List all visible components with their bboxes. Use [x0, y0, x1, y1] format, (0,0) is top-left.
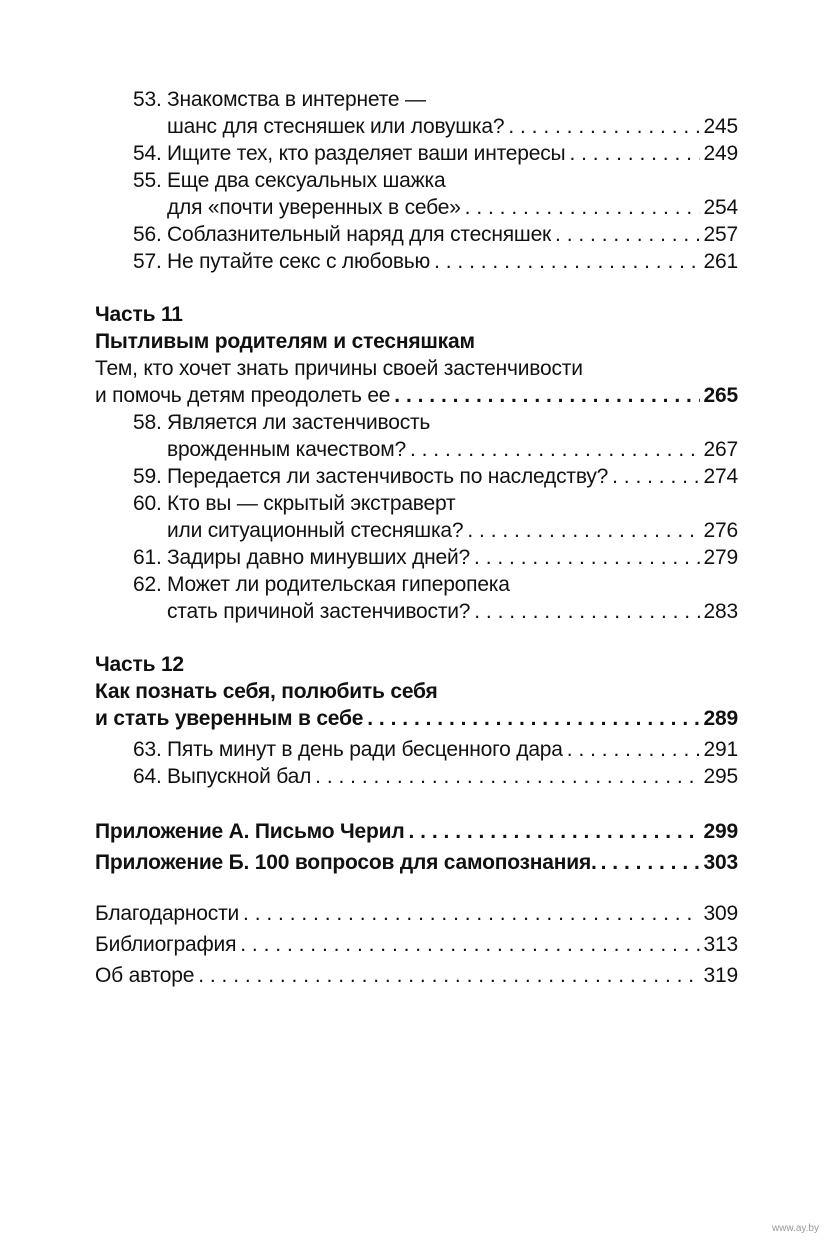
toc-entry-53[interactable] — [133, 86, 738, 140]
toc-group-part11 — [95, 409, 738, 625]
entry-title: Пять минут в день ради бесценного дара — [167, 738, 563, 761]
watermark: www.ay.by — [771, 1223, 819, 1234]
entry-title-cont: стать причиной застенчивости? — [167, 600, 471, 623]
entry-number: 58. — [133, 411, 162, 434]
entry-number: 63. — [133, 738, 162, 761]
page-number: 257 — [703, 223, 738, 246]
part-title[interactable]: Пытливым родителям и стесняшкам — [95, 330, 475, 353]
page-number: 267 — [703, 438, 738, 461]
entry-number: 57. — [133, 250, 162, 273]
part-subtitle-cont: и помочь детям преодолеть ее — [95, 384, 391, 407]
dot-leader — [474, 598, 699, 625]
toc-backmatter — [95, 900, 738, 989]
page-number: 245 — [703, 115, 738, 138]
part-title[interactable]: Как познать себя, полюбить себя — [95, 680, 438, 703]
dot-leader — [508, 113, 699, 140]
page-number: 309 — [703, 902, 738, 925]
toc-bibliography[interactable] — [95, 931, 738, 958]
dot-leader — [569, 140, 699, 167]
entry-title: Передается ли застенчивость по наследству? — [167, 465, 609, 488]
entry-title: Является ли застенчивость — [167, 411, 431, 434]
toc-entry-59[interactable] — [133, 463, 738, 490]
page-number: 299 — [703, 820, 738, 843]
toc-appendix-b[interactable] — [95, 849, 738, 876]
toc-group-part12 — [95, 736, 738, 790]
toc-entry-62[interactable] — [133, 571, 738, 625]
entry-title-cont: или ситуационный стесняшка? — [167, 519, 464, 542]
toc-entry-60[interactable] — [133, 490, 738, 544]
page-number: 303 — [703, 851, 738, 874]
page-number: 295 — [703, 765, 738, 788]
dot-leader — [601, 849, 700, 876]
toc-acknowledgements[interactable] — [95, 900, 738, 927]
page-number: 289 — [703, 707, 738, 730]
appendix-title: Приложение Б. 100 вопросов для самопознания. — [95, 851, 597, 874]
dot-leader — [198, 962, 699, 989]
dot-leader — [243, 900, 700, 927]
entry-title: Выпускной бал — [167, 765, 312, 788]
entry-number: 55. — [133, 169, 162, 192]
page-number: 283 — [703, 600, 738, 623]
entry-number: 54. — [133, 142, 162, 165]
page-number: 291 — [703, 738, 738, 761]
page-number: 261 — [703, 250, 738, 273]
part-title-cont: и стать уверенным в себе — [95, 707, 364, 730]
toc-entry-56[interactable] — [133, 221, 738, 248]
toc-entry-57[interactable] — [133, 248, 738, 275]
toc-appendices — [95, 818, 738, 876]
dot-leader — [367, 705, 699, 732]
part-label: Часть 11 — [95, 303, 183, 326]
dot-leader — [555, 221, 700, 248]
dot-leader — [474, 544, 700, 571]
entry-number: 53. — [133, 88, 162, 111]
dot-leader — [240, 931, 699, 958]
page-number: 313 — [703, 933, 738, 956]
toc-group-part10-tail — [95, 86, 738, 275]
entry-number: 61. — [133, 546, 162, 569]
page-number: 319 — [703, 964, 738, 987]
toc-entry-63[interactable] — [133, 736, 738, 763]
entry-title: Соблазнительный наряд для стесняшек — [167, 223, 552, 246]
entry-number: 56. — [133, 223, 162, 246]
part-subtitle: Тем, кто хочет знать причины своей застенчивости — [95, 357, 583, 380]
table-of-contents — [95, 86, 738, 989]
entry-number: 62. — [133, 573, 162, 596]
dot-leader — [410, 436, 700, 463]
toc-part-11 — [95, 301, 738, 625]
backmatter-title: Об авторе — [95, 964, 195, 987]
entry-title: Может ли родительская гиперопека — [167, 573, 510, 596]
toc-entry-58[interactable] — [133, 409, 738, 463]
page-number: 254 — [703, 196, 738, 219]
dot-leader — [612, 463, 699, 490]
toc-appendix-a[interactable] — [95, 818, 738, 845]
page-number: 249 — [703, 142, 738, 165]
dot-leader — [434, 248, 699, 275]
entry-title: Задиры давно минувших дней? — [167, 546, 471, 569]
dot-leader — [315, 763, 699, 790]
part-subtitle-row[interactable] — [95, 382, 738, 409]
entry-title: Еще два сексуальных шажка — [167, 169, 446, 192]
page-number: 265 — [703, 384, 738, 407]
entry-title: Ищите тех, кто разделяет ваши интересы — [167, 142, 566, 165]
entry-title-cont: для «почти уверенных в себе» — [167, 196, 461, 219]
toc-entry-64[interactable] — [133, 763, 738, 790]
page-number: 276 — [703, 519, 738, 542]
entry-number: 64. — [133, 765, 162, 788]
dot-leader — [465, 194, 700, 221]
part-label: Часть 12 — [95, 653, 184, 676]
appendix-title: Приложение А. Письмо Черил — [95, 820, 405, 843]
entry-title: Не путайте секс с любовью — [167, 250, 431, 273]
toc-entry-54[interactable] — [133, 140, 738, 167]
entry-number: 60. — [133, 492, 162, 515]
backmatter-title: Библиография — [95, 933, 237, 956]
entry-title-cont: врожденным качеством? — [167, 438, 406, 461]
dot-leader — [567, 736, 700, 763]
entry-title-cont: шанс для стесняшек или ловушка? — [167, 115, 505, 138]
entry-title: Кто вы — скрытый экстраверт — [167, 492, 456, 515]
entry-title: Знакомства в интернете — — [167, 88, 426, 111]
dot-leader — [394, 382, 699, 409]
toc-about-author[interactable] — [95, 962, 738, 989]
toc-entry-55[interactable] — [133, 167, 738, 221]
part-title-row[interactable] — [95, 705, 738, 732]
toc-entry-61[interactable] — [133, 544, 738, 571]
dot-leader — [409, 818, 700, 845]
toc-part-12 — [95, 651, 738, 790]
dot-leader — [467, 517, 699, 544]
entry-number: 59. — [133, 465, 162, 488]
page-number: 279 — [703, 546, 738, 569]
page-number: 274 — [703, 465, 738, 488]
backmatter-title: Благодарности — [95, 902, 240, 925]
